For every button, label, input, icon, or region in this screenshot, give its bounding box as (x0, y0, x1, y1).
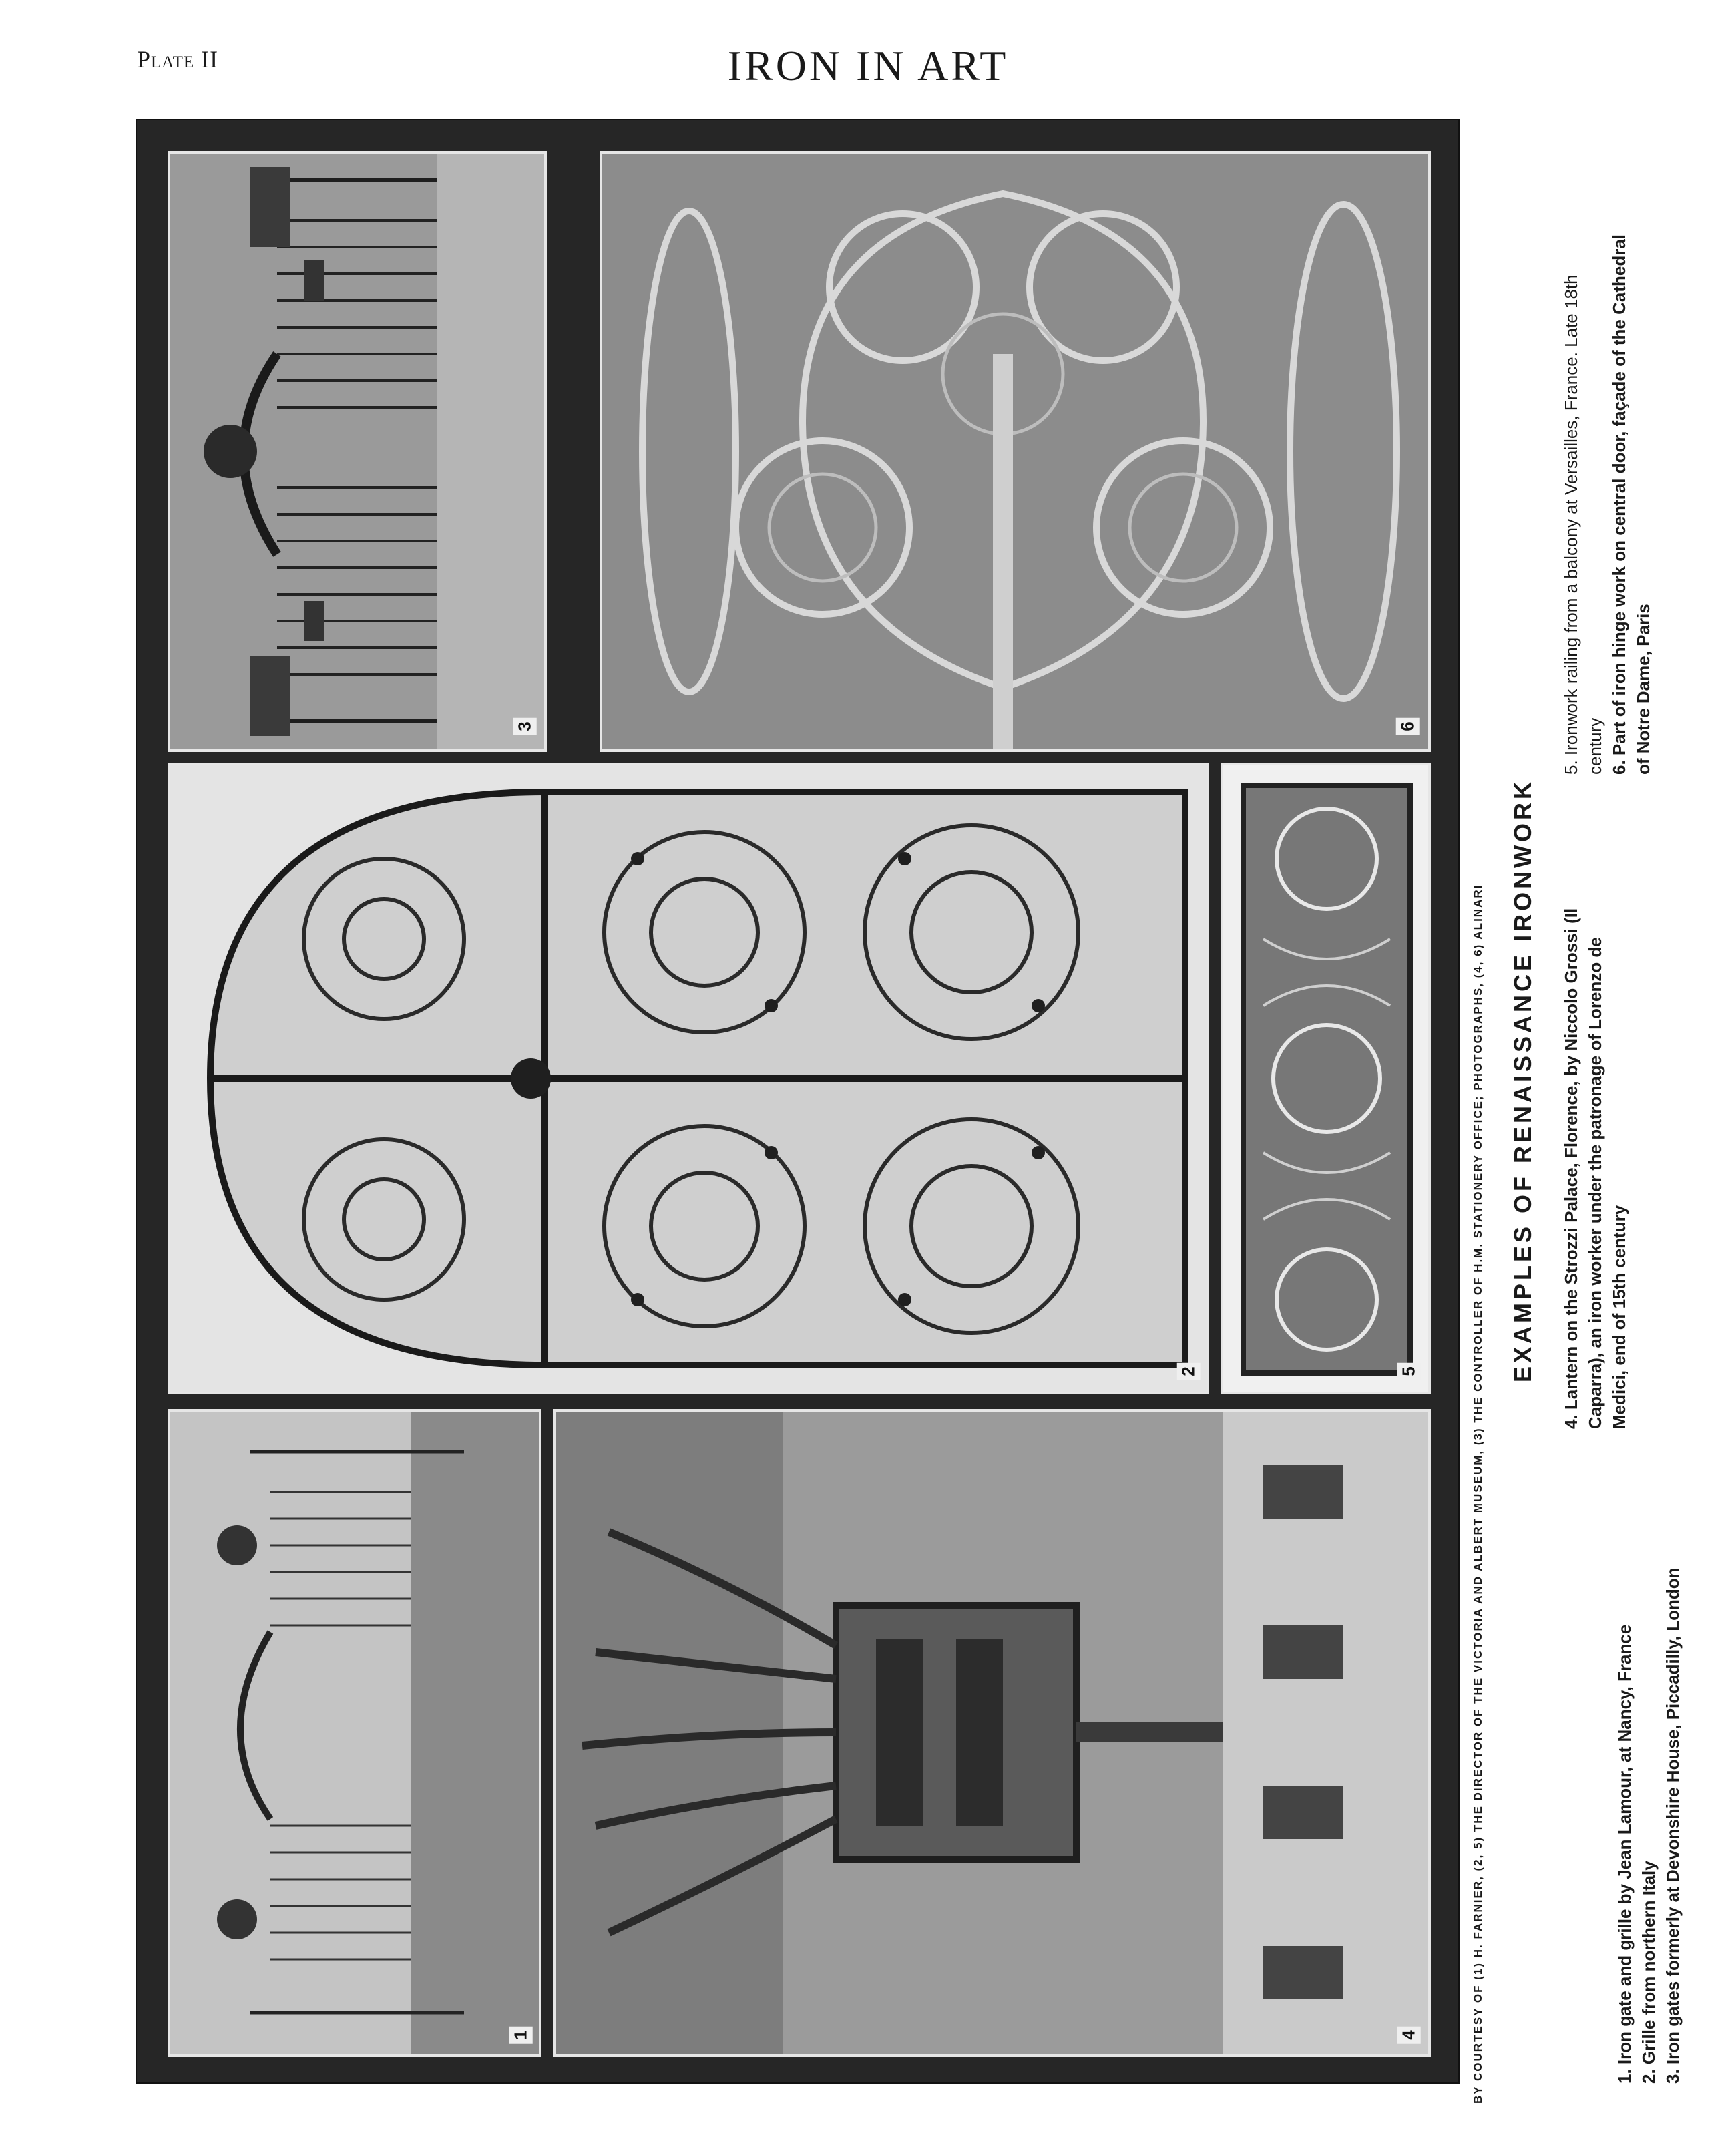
caption-5-line-2: century (1585, 717, 1605, 775)
caption-6-line-2: of Notre Dame, Paris (1633, 604, 1653, 775)
photo-credit: BY COURTESY OF (1) H. FARNIER, (2, 5) THE DIRECTOR OF THE VICTORIA AND ALBERT MUSEUM, (3) THE CONTROLLER OF H.M. STATIONERY OFFICE; PHOTOGRAPHS, (4, 6) ALINARI (1472, 884, 1484, 2104)
figure-number-6: 6 (1396, 717, 1420, 735)
photo-notre-dame-hinge (600, 151, 1431, 752)
caption-column-right (1560, 147, 1656, 775)
caption-heading: EXAMPLES OF RENAISSANCE IRONWORK (1509, 778, 1536, 1382)
caption-4-line-3: Medici, end of 15th century (1609, 1205, 1629, 1429)
grille-illustration (170, 765, 1207, 1392)
caption-column-left (1613, 1429, 1685, 2084)
photo-versailles-railing (1221, 763, 1431, 1394)
figure-number-3: 3 (513, 717, 537, 735)
railing-illustration (1223, 765, 1428, 1392)
figure-number-5: 5 (1397, 1362, 1421, 1380)
caption-column-middle (1560, 795, 1632, 1429)
caption-block (1466, 140, 1720, 2104)
caption-5-line-1: 5. Ironwork railing from a balcony at Versailles, France. Late 18th (1561, 274, 1581, 775)
nancy-gate-illustration (170, 1412, 539, 2054)
caption-1: 1. Iron gate and grille by Jean Lamour, at Nancy, France (1614, 1624, 1635, 2084)
page-title: IRON IN ART (727, 42, 1009, 89)
figure-number-4: 4 (1397, 2026, 1421, 2043)
photo-devonshire-gates (168, 151, 547, 752)
caption-4-line-2: Caparra), an iron worker under the patronage of Lorenzo de (1585, 937, 1605, 1429)
figure-number-2: 2 (1177, 1362, 1201, 1380)
caption-3: 3. Iron gates formerly at Devonshire House, Piccadilly, London (1663, 1567, 1683, 2084)
hinge-illustration (602, 154, 1428, 749)
plate-label: Plate II (137, 46, 219, 73)
plate-figure-panel (136, 119, 1460, 2084)
caption-6-line-1: 6. Part of iron hinge work on central door, façade of the Cathedral (1609, 234, 1629, 775)
photo-italian-grille (168, 763, 1209, 1394)
figure-number-1: 1 (509, 2026, 533, 2043)
photo-strozzi-lantern (553, 1409, 1431, 2057)
caption-4-line-1: 4. Lantern on the Strozzi Palace, Florence, by Niccolo Grossi (Il (1561, 908, 1581, 1429)
photo-nancy-gate (168, 1409, 541, 2057)
lantern-illustration (556, 1412, 1428, 2054)
caption-2: 2. Grille from northern Italy (1639, 1861, 1659, 2084)
gates-illustration (170, 154, 544, 749)
